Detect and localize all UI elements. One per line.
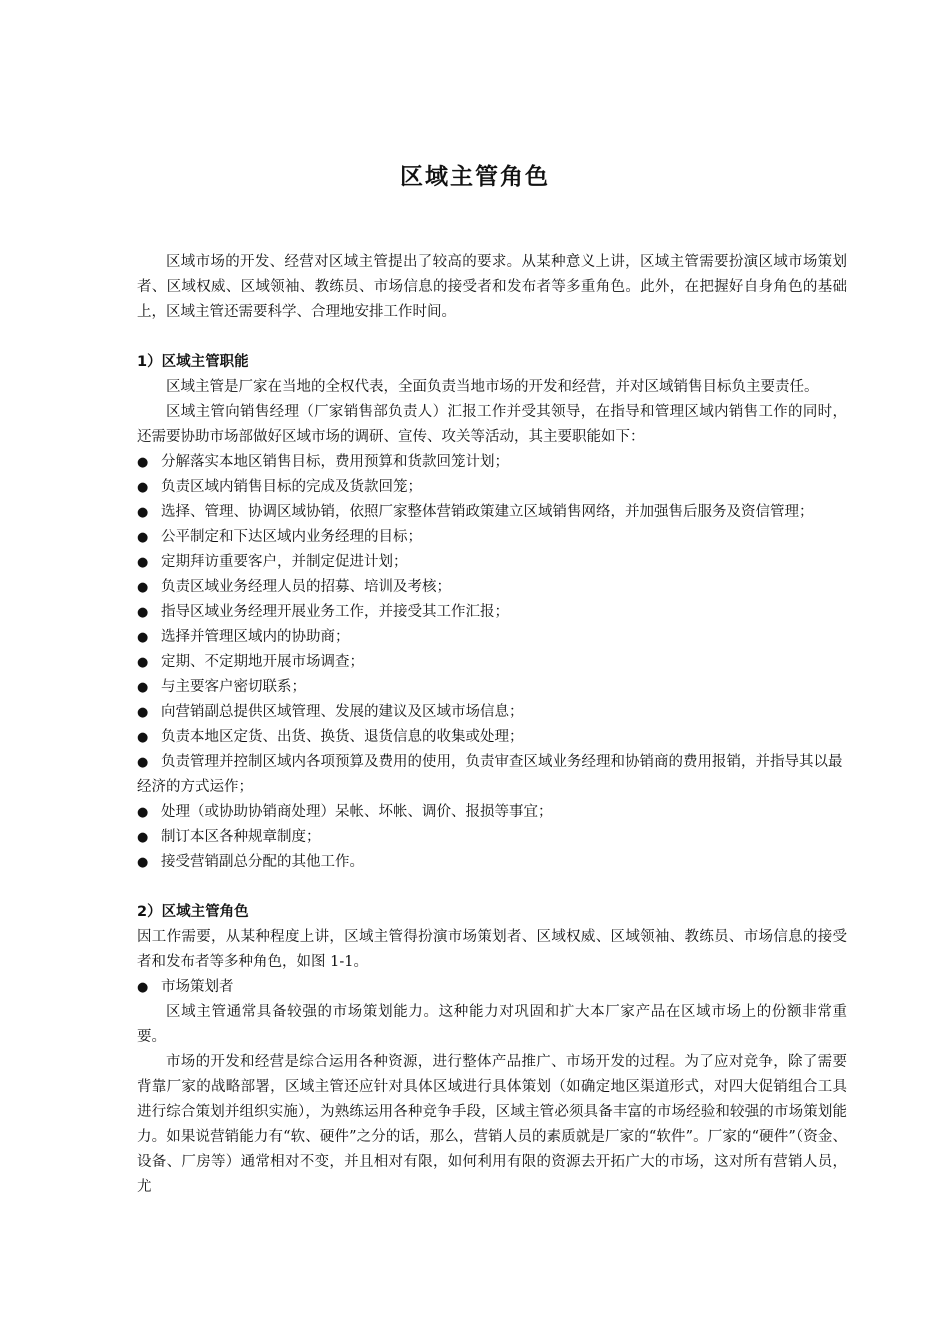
bullet-icon: ●	[137, 705, 149, 720]
bullet-icon: ●	[137, 455, 149, 470]
duty-bullet-item	[137, 625, 847, 650]
section2-paragraph-1: 因工作需要，从某种程度上讲，区域主管得扮演市场策划者、区域权威、区域领袖、教练员、市场信息的接受者和发布者等多种角色，如图 1-1。	[137, 929, 847, 970]
duty-bullet-item	[137, 825, 847, 850]
spacer	[137, 875, 847, 900]
section1-paragraph-2: 区域主管向销售经理（厂家销售部负责人）汇报工作并受其领导，在指导和管理区域内销售工作的同时，还需要协助市场部做好区域市场的调研、宣传、攻关等活动，其主要职能如下：	[137, 404, 847, 445]
bullet-text: 定期、不定期地开展市场调查；	[161, 654, 364, 670]
bullet-text: 制订本区各种规章制度；	[161, 829, 321, 845]
spacer	[137, 325, 847, 350]
page-title: 区域主管角色	[400, 164, 550, 190]
bullet-icon: ●	[137, 830, 149, 845]
duty-bullet-item	[137, 800, 847, 825]
bullet-icon: ●	[137, 530, 149, 545]
bullet-text: 负责区域内销售目标的完成及货款回笼；	[161, 479, 422, 495]
bullet-icon: ●	[137, 605, 149, 620]
section2-paragraph-3: 市场的开发和经营是综合运用各种资源，进行整体产品推广、市场开发的过程。为了应对竞争，除了需要背靠厂家的战略部署，区域主管还应针对具体区域进行具体策划（如确定地区渠道形式，对四大促销组合工具进行综合策划并组织实施），为熟练运用各种竞争手段，区域主管必须具备丰富的市场经验和较强的市场策划能力。如果说营销能力有“软、硬件”之分的话，那么，营销人员的素质就是厂家的“软件”。厂家的“硬件”（资金、设备、厂房等）通常相对不变，并且相对有限，如何利用有限的资源去开拓广大的市场，这对所有营销人员，尤	[137, 1054, 847, 1195]
bullet-icon: ●	[137, 680, 149, 695]
section1-paragraph-1: 区域主管是厂家在当地的全权代表，全面负责当地市场的开发和经营，并对区域销售目标负主要责任。	[166, 379, 819, 395]
duty-bullet-item	[137, 850, 847, 875]
duty-bullet-item	[137, 475, 847, 500]
section1-heading: 1）区域主管职能	[137, 354, 249, 370]
duty-bullet-item	[137, 725, 847, 750]
bullet-icon: ●	[137, 480, 149, 495]
bullet-text: 负责本地区定货、出货、换货、退货信息的收集或处理；	[161, 729, 524, 745]
bullet-icon: ●	[137, 755, 149, 770]
bullet-text: 定期拜访重要客户，并制定促进计划；	[161, 554, 408, 570]
section2-heading: 2）区域主管角色	[137, 904, 249, 920]
intro-paragraph: 区域市场的开发、经营对区域主管提出了较高的要求。从某种意义上讲，区域主管需要扮演区域市场策划者、区域权威、区域领袖、教练员、市场信息的接受者和发布者等多重角色。此外，在把握好自身角色的基础上，区域主管还需要科学、合理地安排工作时间。	[137, 254, 847, 320]
bullet-icon: ●	[137, 580, 149, 595]
duty-bullet-item	[137, 450, 847, 475]
bullet-icon: ●	[137, 630, 149, 645]
duty-bullet-list	[137, 450, 847, 875]
bullet-text: 负责管理并控制区域内各项预算及费用的使用，负责审查区域业务经理和协销商的费用报销，并指导其以最经济的方式运作；	[137, 754, 843, 795]
bullet-text: 负责区域业务经理人员的招募、培训及考核；	[161, 579, 451, 595]
duty-bullet-item	[137, 750, 847, 800]
duty-bullet-item	[137, 600, 847, 625]
bullet-text: 处理（或协助协销商处理）呆帐、坏帐、调价、报损等事宜；	[161, 804, 553, 820]
bullet-text: 与主要客户密切联系；	[161, 679, 306, 695]
bullet-icon: ●	[137, 855, 149, 870]
duty-bullet-item	[137, 575, 847, 600]
document-body	[137, 250, 847, 1200]
bullet-text: 选择并管理区域内的协助商；	[161, 629, 350, 645]
bullet-icon: ●	[137, 805, 149, 820]
bullet-text: 指导区域业务经理开展业务工作，并接受其工作汇报；	[161, 604, 509, 620]
bullet-text: 选择、管理、协调区域协销，依照厂家整体营销政策建立区域销售网络，并加强售后服务及资信管理；	[161, 504, 814, 520]
bullet-icon: ●	[137, 655, 149, 670]
duty-bullet-item	[137, 675, 847, 700]
bullet-icon: ●	[137, 555, 149, 570]
duty-bullet-item	[137, 650, 847, 675]
bullet-icon: ●	[137, 980, 149, 995]
role-bullet-planner	[137, 975, 847, 1000]
bullet-icon: ●	[137, 505, 149, 520]
bullet-text: 公平制定和下达区域内业务经理的目标；	[161, 529, 422, 545]
duty-bullet-item	[137, 700, 847, 725]
duty-bullet-item	[137, 525, 847, 550]
bullet-text: 向营销副总提供区域管理、发展的建议及区域市场信息；	[161, 704, 524, 720]
bullet-text: 分解落实本地区销售目标，费用预算和货款回笼计划；	[161, 454, 509, 470]
duty-bullet-item	[137, 500, 847, 525]
bullet-text: 市场策划者	[161, 979, 234, 995]
bullet-text: 接受营销副总分配的其他工作。	[161, 854, 364, 870]
section2-paragraph-2: 区域主管通常具备较强的市场策划能力。这种能力对巩固和扩大本厂家产品在区域市场上的份额非常重要。	[137, 1004, 847, 1045]
bullet-icon: ●	[137, 730, 149, 745]
duty-bullet-item	[137, 550, 847, 575]
